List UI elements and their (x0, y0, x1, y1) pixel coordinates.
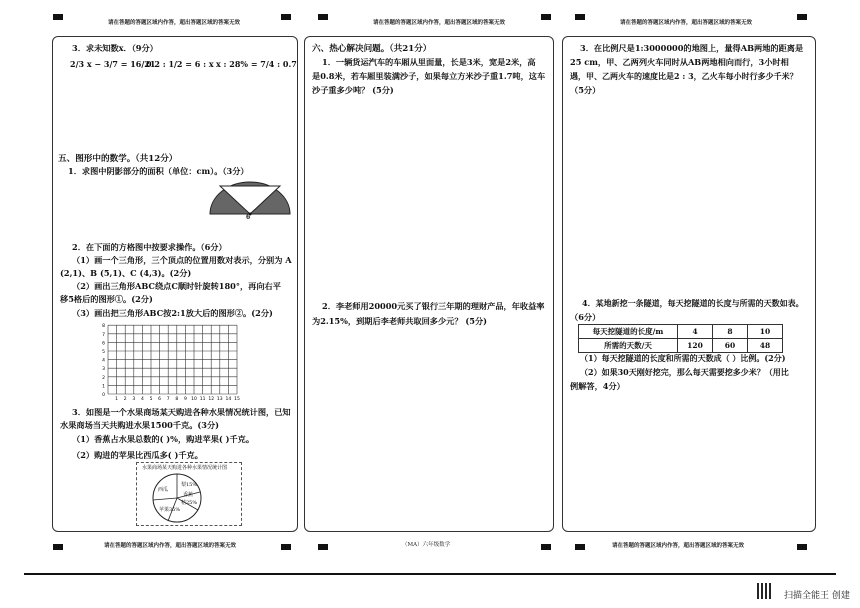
q5-2-c: （3）画出把三角形ABC按2:1放大后的图形②。(2分) (72, 308, 273, 318)
grid-y-tick-label: 8 (102, 324, 105, 330)
corner-marker (53, 14, 63, 20)
footer-subject: （MA）六年级数学 (402, 542, 451, 548)
q4-a: （1）每天挖隧道的长度和所需的天数成（ ）比例。(2分) (580, 353, 786, 363)
table-cell: 4 (678, 325, 713, 339)
page-bottom-rule (24, 573, 836, 575)
grid-y-tick-label: 4 (102, 358, 105, 364)
table-cell: 每天挖隧道的长度/m (579, 325, 678, 339)
footer-banner-left: 请在答题的答题区域内作答，超出答题区域的答案无效 (104, 543, 237, 549)
q5-2-b1: （2）画出三角形ABC绕点C顺时针旋转180°，再向右平 (72, 281, 281, 291)
grid-y-tick-label: 7 (102, 332, 105, 338)
q5-3-1: 3．如图是一个水果商场某天购进各种水果情况统计图，已知 (72, 407, 291, 417)
table-cell: 48 (748, 339, 783, 353)
q3-title: 3．求未知数x．（9分） (72, 43, 158, 53)
corner-marker (541, 14, 551, 20)
grid-x-tick-label: 14 (225, 397, 232, 402)
corner-marker (318, 14, 328, 20)
q3-line2: 25 cm，甲、乙两列火车同时从AB两地相向而行，3小时相 (570, 57, 789, 67)
grid-y-tick-label: 5 (102, 350, 105, 355)
section5-title: 五、图形中的数学。（共12分） (58, 154, 178, 164)
qr-code-icon (757, 583, 773, 599)
table-row (579, 325, 783, 339)
top-banner-left: 请在答题的答题区域内作答，超出答题区域的答案无效 (108, 20, 241, 26)
pie-label-orange: 桔25% (181, 500, 198, 506)
table-cell: 60 (713, 339, 748, 353)
grid-y-tick-label: 0 (102, 393, 105, 398)
grid-y-tick-label: 3 (102, 367, 105, 373)
equation-3: x : 28% = 7/4 : 0.7 (216, 59, 297, 69)
top-banner-middle: 请在答题的答题区域内作答，超出答题区域的答案无效 (373, 20, 506, 26)
q5-3-2: 水果商场当天共购进水果1500千克。(3分) (60, 420, 220, 430)
table-row (579, 339, 783, 353)
grid-x-tick-label: 1 (115, 397, 119, 402)
corner-marker (797, 14, 807, 20)
corner-marker (53, 544, 63, 550)
grid-x-tick-label: 8 (175, 397, 179, 402)
corner-marker (797, 544, 807, 550)
grid-y-tick-label: 6 (102, 341, 105, 347)
q5-2-a2: (2,1)、B (5,1)、C (4,3)。(2分) (60, 268, 192, 278)
top-banner-right: 请在答题的答题区域内作答，超出答题区域的答案无效 (620, 20, 753, 26)
grid-x-tick-label: 15 (234, 397, 240, 402)
figure-label: 6 (246, 214, 251, 221)
corner-marker (575, 14, 585, 20)
table-cell: 所需的天数/天 (579, 339, 678, 353)
q6-2-line1: 2．李老师用20000元买了银行三年期的理财产品，年收益率 (322, 301, 545, 311)
equation-1: 2/3 x − 3/7 = 16/21 (70, 59, 156, 69)
grid-y-tick-label: 2 (102, 375, 105, 381)
q6-1-line3: 沙子重多少吨？ (5分) (312, 85, 394, 95)
grid-x-tick-label: 13 (216, 397, 223, 402)
grid-x-tick-label: 6 (158, 397, 162, 402)
q5-1: 1．求图中阴影部分的面积（单位：cm）。（3分） (68, 166, 249, 176)
grid-x-tick-label: 11 (199, 397, 206, 402)
footer-banner-right: 请在答题的答题区域内作答，超出答题区域的答案无效 (612, 543, 745, 549)
q6-2-line2: 为2.15%，到期后李老师共取回多少元？ (5分) (312, 316, 488, 326)
q4-b1: （2）如果30天刚好挖完，那么每天需要挖多少米？（用比 (580, 367, 789, 377)
pie-label-apple: 苹果35% (159, 507, 181, 513)
q4-line2: （6分） (570, 312, 601, 322)
corner-marker (318, 544, 328, 550)
grid-x-tick-label: 10 (191, 397, 197, 402)
q6-1-line1: 1．一辆货运汽车的车厢从里面量，长是3米，宽是2米，高 (322, 57, 536, 67)
grid-x-tick-label: 4 (140, 397, 144, 402)
grid-x-tick-label: 9 (183, 397, 187, 402)
q5-2-b2: 移5格后的图形①。(2分) (60, 294, 153, 304)
q5-3-b: （2）购进的苹果比西瓜多( )千克。 (72, 450, 203, 460)
corner-marker (575, 544, 585, 550)
table-cell: 120 (678, 339, 713, 353)
grid-y-tick-label: 1 (102, 384, 105, 390)
q5-2: 2．在下面的方格图中按要求操作。（6分） (72, 242, 227, 252)
q4-line1: 4．某地新挖一条隧道，每天挖隧道的长度与所需的天数如表。 (582, 298, 804, 308)
q4-b2: 例解答，4分） (570, 381, 625, 391)
q3-line3: 遇，甲、乙两火车的速度比是2 : 3，乙火车每小时行多少千米？ (570, 71, 798, 81)
middle-answer-panel (304, 36, 554, 532)
grid-x-tick-label: 3 (132, 397, 136, 402)
grid-x-tick-label: 2 (123, 397, 127, 402)
q5-2-a1: （1）画一个三角形，三个顶点的位置用数对表示，分别为 A (72, 255, 292, 265)
pie-label-watermelon: 西瓜 (158, 487, 169, 493)
grid-x-tick-label: 5 (149, 397, 153, 402)
q3-line1: 3．在比例尺是1:3000000的地图上，量得AB两地的距离是 (580, 43, 804, 53)
q3-line4: （5分） (570, 85, 601, 95)
section6-title: 六、热心解决问题。（共21分） (312, 44, 432, 54)
pie-chart (150, 472, 204, 524)
table-cell: 8 (713, 325, 748, 339)
corner-marker (281, 14, 291, 20)
pie-label-banana: 香蕉 (183, 492, 194, 498)
pie-chart-title: 水果商场某天购进各种水果情况统计图 (142, 465, 228, 471)
grid-x-tick-label: 12 (208, 397, 215, 402)
scanner-watermark: 扫描全能王 创建 (784, 591, 850, 601)
corner-marker (541, 544, 551, 550)
coordinate-grid (96, 318, 246, 402)
q6-1-line2: 是0.8米，若车厢里装满沙子，如果每立方米沙子重1.7吨，这车 (312, 71, 546, 81)
corner-marker (281, 544, 291, 550)
equation-2: 0.2 : 1/2 = 6 : x (146, 59, 214, 69)
grid-x-tick-label: 7 (166, 397, 170, 402)
right-answer-panel (562, 36, 816, 532)
table-cell: 10 (748, 325, 783, 339)
tunnel-table (578, 324, 783, 353)
q5-3-a: （1）香蕉占水果总数的( )%，购进苹果( )千克。 (72, 434, 255, 444)
pie-label-pear: 梨15% (181, 482, 198, 488)
